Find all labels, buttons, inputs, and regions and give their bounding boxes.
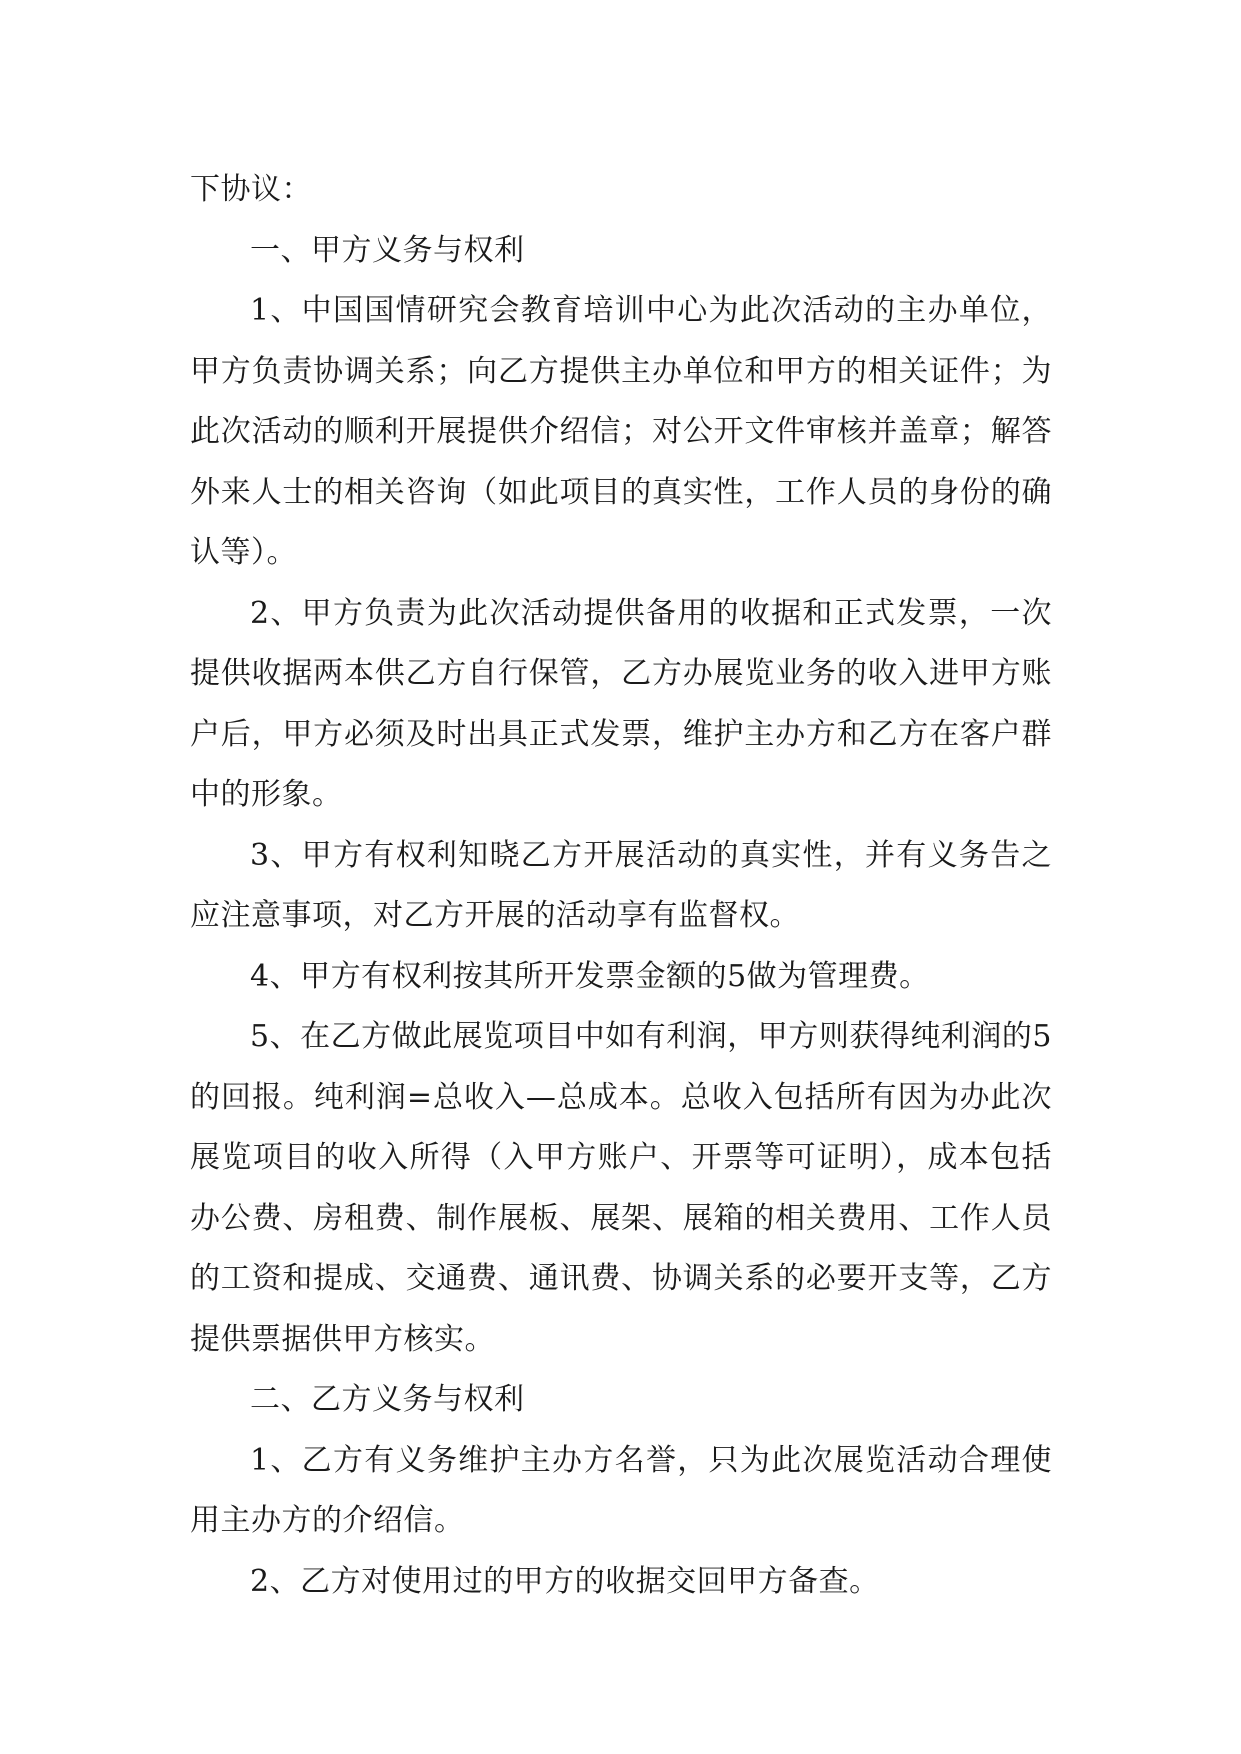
clause-a1: 1、中国国情研究会教育培训中心为此次活动的主办单位，甲方负责协调关系；向乙方提供主办单位和甲方的相关证件；为此次活动的顺利开展提供介绍信；对公开文件审核并盖章；解答外来人士的相关咨询（如此项目的真实性，工作人员的身份的确认等）。 (190, 293, 1052, 570)
clause-a3: 3、甲方有权利知晓乙方开展活动的真实性，并有义务告之应注意事项，对乙方开展的活动享有监督权。 (190, 837, 1052, 933)
clause-b2: 2、乙方对使用过的甲方的收据交回甲方备查。 (250, 1563, 880, 1599)
section-heading-party-a: 一、甲方义务与权利 (250, 232, 525, 268)
section-heading-party-b: 二、乙方义务与权利 (250, 1382, 525, 1417)
clause-b1: 1、乙方有义务维护主办方名誉，只为此次展览活动合理使用主办方的介绍信。 (190, 1442, 1052, 1538)
clause-a4: 4、甲方有权利按其所开发票金额的5做为管理费。 (250, 958, 930, 994)
clause-a2: 2、甲方负责为此次活动提供备用的收据和正式发票，一次提供收据两本供乙方自行保管，乙方办展览业务的收入进甲方账户后，甲方必须及时出具正式发票，维护主办方和乙方在客户群中的形象。 (190, 595, 1052, 812)
document-body (190, 160, 1052, 1612)
paragraph-intro: 下协议： (190, 172, 312, 207)
clause-a5: 5、在乙方做此展览项目中如有利润，甲方则获得纯利润的5的回报。纯利润=总收入—总成本。总收入包括所有因为办此次展览项目的收入所得（入甲方账户、开票等可证明），成本包括办公费、房租费、制作展板、展架、展箱的相关费用、工作人员的工资和提成、交通费、通讯费、协调关系的必要开支等，乙方提供票据供甲方核实。 (190, 1019, 1052, 1357)
